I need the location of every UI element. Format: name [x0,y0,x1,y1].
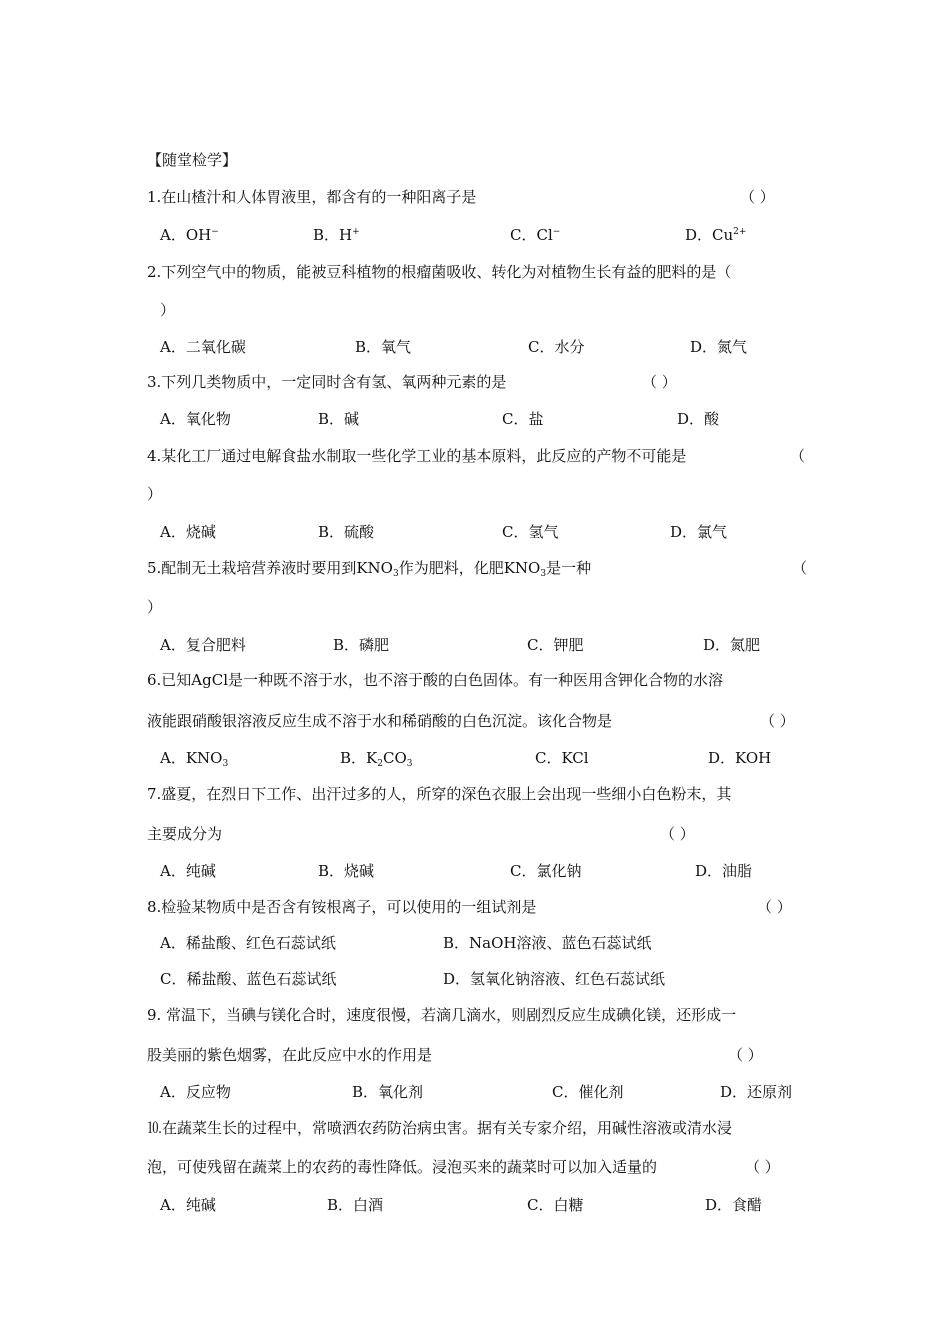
question-3-option-a: A．氧化物 [160,410,231,428]
question-6-text-continued: 液能跟硝酸银溶液反应生成不溶于水和稀硝酸的白色沉淀。该化合物是 [147,712,613,730]
question-5-answer-bracket-open: （ [792,559,808,577]
question-4-option-c: C．氢气 [502,523,559,541]
question-6-answer-bracket: （ ） [760,712,795,730]
question-10-option-d: D．食醋 [705,1196,763,1214]
question-4-option-b: B．硫酸 [318,523,375,541]
question-10-text: ⒑在蔬菜生长的过程中，常喷洒农药防治病虫害。据有关专家介绍，用碱性溶液或清水浸 [147,1119,733,1137]
question-9-option-d: D．还原剂 [720,1083,793,1101]
question-2-text-continued: ） [160,301,176,319]
question-3-option-d: D．酸 [677,410,720,428]
question-3-answer-bracket: （ ） [642,373,677,391]
question-9-text-continued: 股美丽的紫色烟雾，在此反应中水的作用是 [147,1046,433,1064]
question-3-option-c: C．盐 [502,410,544,428]
question-4-answer-bracket-close: ） [147,485,163,503]
question-7-text: 7.盛夏，在烈日下工作、出汗过多的人，所穿的深色衣服上会出现一些细小白色粉末，其 [147,785,732,803]
question-1-option-d: D．$Cu^{2+}$ [685,226,747,244]
question-2-option-a: A．二氧化碳 [160,338,246,356]
question-3-text: 3.下列几类物质中，一定同时含有氢、氧两种元素的是 [147,373,507,391]
question-7-option-a: A．纯碱 [160,862,216,880]
question-8-text: 8.检验某物质中是否含有铵根离子，可以使用的一组试剂是 [147,898,537,916]
question-5-option-c: C．钾肥 [527,636,584,654]
question-2-option-b: B．氧气 [355,338,412,356]
question-8-option-c: C．稀盐酸、蓝色石蕊试纸 [160,970,337,988]
question-7-option-b: B．烧碱 [318,862,375,880]
question-7-answer-bracket: （ ） [660,825,695,843]
question-10-answer-bracket: （ ） [745,1158,780,1176]
question-5-option-d: D．氮肥 [703,636,761,654]
question-9-option-c: C．催化剂 [552,1083,624,1101]
question-10-option-a: A．纯碱 [160,1196,216,1214]
question-8-option-a: A．稀盐酸、红色石蕊试纸 [160,934,336,952]
question-1-option-b: B．H+ [313,226,360,244]
question-9-answer-bracket: （ ） [728,1046,763,1064]
question-8-option-d: D．氢氧化钠溶液、红色石蕊试纸 [443,970,666,988]
question-10-option-b: B．白酒 [327,1196,384,1214]
question-4-text: 4.某化工厂通过电解食盐水制取一些化学工业的基本原料，此反应的产物不可能是 [147,447,687,465]
question-1-option-a: A．OH− [160,226,219,244]
question-2-text: 2.下列空气中的物质，能被豆科植物的根瘤菌吸收、转化为对植物生长有益的肥料的是（ [147,263,732,281]
question-4-answer-bracket-open: （ [790,447,806,465]
question-8-answer-bracket: （ ） [757,898,792,916]
question-9-option-a: A．反应物 [160,1083,231,1101]
section-heading: 【随堂检学】 [147,151,238,169]
question-10-text-continued: 泡，可使残留在蔬菜上的农药的毒性降低。浸泡买来的蔬菜时可以加入适量的 [147,1158,658,1176]
question-7-option-c: C．氯化钠 [510,862,582,880]
question-5-option-a: A．复合肥料 [160,636,246,654]
question-9-option-b: B．氧化剂 [352,1083,424,1101]
question-6-option-d: D．KOH [708,749,772,767]
question-6-option-a: A．$KNO_3$ [160,749,229,769]
question-1-option-c: C．Cl− [510,226,561,244]
question-1-answer-bracket: （ ） [740,188,775,206]
question-9-text: 9. 常温下，当碘与镁化合时，速度很慢，若滴几滴水，则剧烈反应生成碘化镁，还形成一 [147,1006,737,1024]
question-7-text-continued: 主要成分为 [147,825,223,843]
question-1-text: 1.在山楂汁和人体胃液里，都含有的一种阳离子是 [147,188,477,206]
question-2-option-d: D．氮气 [690,338,748,356]
question-4-option-d: D．氯气 [670,523,728,541]
question-6-option-c: C．KCl [535,749,589,767]
question-5-text: 5.配制无土栽培营养液时要用到$KNO_3$作为肥料，化肥$KNO_3$是一种 [147,559,592,579]
question-6-text: 6.已知AgCl是一种既不溶于水，也不溶于酸的白色固体。有一种医用含钾化合物的水溶 [147,671,724,689]
question-4-option-a: A．烧碱 [160,523,216,541]
question-8-option-b: B．NaOH溶液、蓝色石蕊试纸 [443,934,652,952]
question-5-answer-bracket-close: ） [147,598,163,616]
question-3-option-b: B．碱 [318,410,360,428]
question-10-option-c: C．白糖 [527,1196,584,1214]
question-2-option-c: C．水分 [528,338,585,356]
question-5-option-b: B．磷肥 [333,636,390,654]
question-6-option-b: B．$K_2CO_3$ [340,749,413,769]
question-7-option-d: D．油脂 [695,862,753,880]
